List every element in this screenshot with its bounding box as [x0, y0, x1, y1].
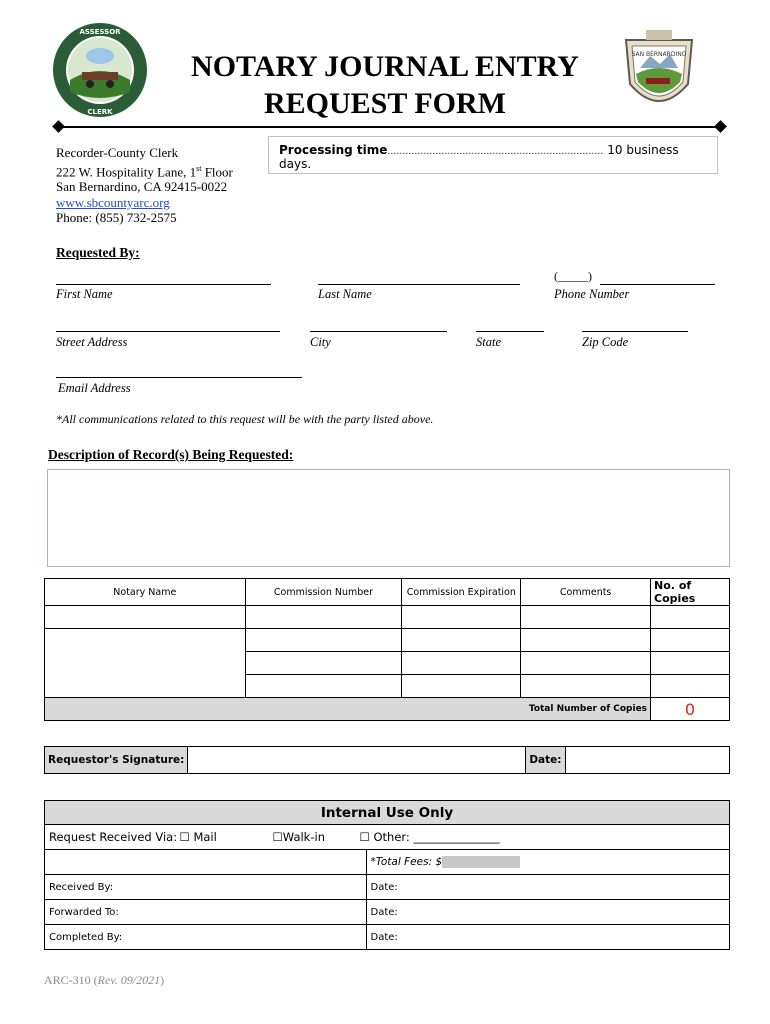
office-city: San Bernardino, CA 92415-0022: [56, 179, 228, 195]
other-checkbox[interactable]: ☐ Other: _______________: [359, 830, 500, 844]
notary-name-cell[interactable]: [45, 629, 246, 698]
assessor-recorder-clerk-seal: [52, 22, 148, 118]
commission-number-cell[interactable]: [245, 652, 402, 675]
zip-code-field[interactable]: [582, 331, 688, 332]
office-street-tail: Floor: [201, 163, 233, 179]
footer-close-paren: ): [160, 973, 165, 987]
svg-text:CLERK: CLERK: [87, 108, 113, 116]
received-by-row: [45, 875, 730, 900]
signature-row: [44, 746, 730, 774]
forwarded-date-label[interactable]: Date:: [366, 900, 729, 925]
completed-by-row: [45, 925, 730, 950]
first-name-label: First Name: [56, 287, 113, 301]
comments-cell[interactable]: [521, 629, 651, 652]
header-rule: [58, 126, 720, 128]
phone-number-field[interactable]: [600, 284, 715, 285]
title-line-2: REQUEST FORM: [264, 87, 506, 120]
col-comments: Comments: [521, 579, 651, 606]
office-phone: Phone: (855) 732-2575: [56, 210, 177, 226]
description-heading: Description of Record(s) Being Requested:: [48, 447, 294, 462]
office-street-text: 222 W. Hospitality Lane, 1: [56, 163, 197, 179]
forwarded-to-label[interactable]: Forwarded To:: [45, 900, 367, 925]
signature-date-label: Date:: [526, 747, 565, 774]
completed-date-label[interactable]: Date:: [366, 925, 729, 950]
rule-end-right: [714, 120, 727, 133]
processing-time-box: [268, 136, 718, 174]
notary-name-cell[interactable]: [45, 606, 246, 629]
commission-expiration-cell[interactable]: [402, 606, 521, 629]
last-name-label: Last Name: [318, 287, 372, 301]
office-street-sup: st: [196, 163, 202, 173]
office-street: [56, 161, 233, 180]
processing-value: 10 business days.: [279, 143, 679, 171]
footer-revision: Rev. 09/2021: [97, 973, 161, 987]
processing-label: Processing time: [279, 143, 388, 157]
received-via-row: [45, 825, 730, 850]
commission-expiration-cell[interactable]: [402, 629, 521, 652]
completed-by-label[interactable]: Completed By:: [45, 925, 367, 950]
copies-cell[interactable]: [651, 652, 730, 675]
total-copies-row: [45, 698, 730, 721]
state-label: State: [476, 335, 501, 349]
svg-text:SAN BERNARDINO: SAN BERNARDINO: [631, 51, 687, 58]
total-fees-label: *Total Fees: $: [370, 856, 443, 868]
total-copies-value: 0: [651, 698, 730, 721]
requested-by-heading: Requested By:: [56, 245, 140, 260]
office-address-block: [56, 145, 233, 226]
county-crest-logo: [618, 26, 700, 122]
signature-date-field[interactable]: [565, 747, 730, 774]
city-field[interactable]: [310, 331, 447, 332]
col-notary-name: Notary Name: [45, 579, 246, 606]
email-address-field[interactable]: [56, 377, 302, 378]
total-fees-field[interactable]: [442, 856, 520, 868]
commission-number-cell[interactable]: [245, 675, 402, 698]
street-address-label: Street Address: [56, 335, 128, 349]
commission-expiration-cell[interactable]: [402, 675, 521, 698]
forwarded-to-row: [45, 900, 730, 925]
comments-cell[interactable]: [521, 606, 651, 629]
requestor-signature-label: Requestor's Signature:: [45, 747, 188, 774]
internal-use-table: [44, 800, 730, 950]
col-no-of-copies: No. of Copies: [651, 579, 730, 606]
phone-number-label: Phone Number: [554, 287, 630, 301]
form-number-footer: [44, 973, 164, 988]
copies-cell[interactable]: [651, 606, 730, 629]
title-line-1: NOTARY JOURNAL ENTRY: [191, 50, 579, 83]
processing-dots: ………………………………………………………………: [387, 147, 604, 157]
street-address-field[interactable]: [56, 331, 280, 332]
phone-area-code: (_____): [554, 269, 592, 283]
walkin-checkbox[interactable]: ☐Walk-in: [272, 830, 325, 844]
svg-text:ASSESSOR: ASSESSOR: [79, 28, 121, 36]
copies-cell[interactable]: [651, 675, 730, 698]
rule-end-left: [52, 120, 65, 133]
copies-cell[interactable]: [651, 629, 730, 652]
last-name-field[interactable]: [318, 284, 520, 285]
table-row: [45, 629, 730, 652]
office-name: Recorder-County Clerk: [56, 145, 179, 160]
total-copies-label: Total Number of Copies: [45, 698, 651, 721]
mail-checkbox[interactable]: ☐ Mail: [179, 830, 217, 844]
communications-note: *All communications related to this request will be with the party listed above.: [56, 412, 434, 426]
state-field[interactable]: [476, 331, 544, 332]
records-header-row: [45, 579, 730, 606]
comments-cell[interactable]: [521, 675, 651, 698]
total-fees-row: [45, 850, 730, 875]
footer-form-number: ARC-310 (: [44, 973, 98, 987]
col-commission-expiration: Commission Expiration: [402, 579, 521, 606]
email-address-label: Email Address: [58, 381, 131, 395]
form-title: [160, 48, 610, 122]
first-name-field[interactable]: [56, 284, 271, 285]
commission-number-cell[interactable]: [245, 629, 402, 652]
records-table: [44, 578, 730, 721]
received-via-label: Request Received Via:: [49, 830, 178, 844]
col-commission-number: Commission Number: [245, 579, 402, 606]
requestor-signature-field[interactable]: [188, 747, 526, 774]
description-textarea[interactable]: [47, 469, 730, 567]
table-row: [45, 606, 730, 629]
commission-expiration-cell[interactable]: [402, 652, 521, 675]
blank-cell: [45, 850, 367, 875]
received-date-label[interactable]: Date:: [366, 875, 729, 900]
commission-number-cell[interactable]: [245, 606, 402, 629]
received-by-label[interactable]: Received By:: [45, 875, 367, 900]
city-label: City: [310, 335, 331, 349]
office-website-link[interactable]: www.sbcountyarc.org: [56, 194, 170, 210]
zip-code-label: Zip Code: [582, 335, 629, 349]
comments-cell[interactable]: [521, 652, 651, 675]
internal-use-heading: Internal Use Only: [45, 801, 730, 825]
